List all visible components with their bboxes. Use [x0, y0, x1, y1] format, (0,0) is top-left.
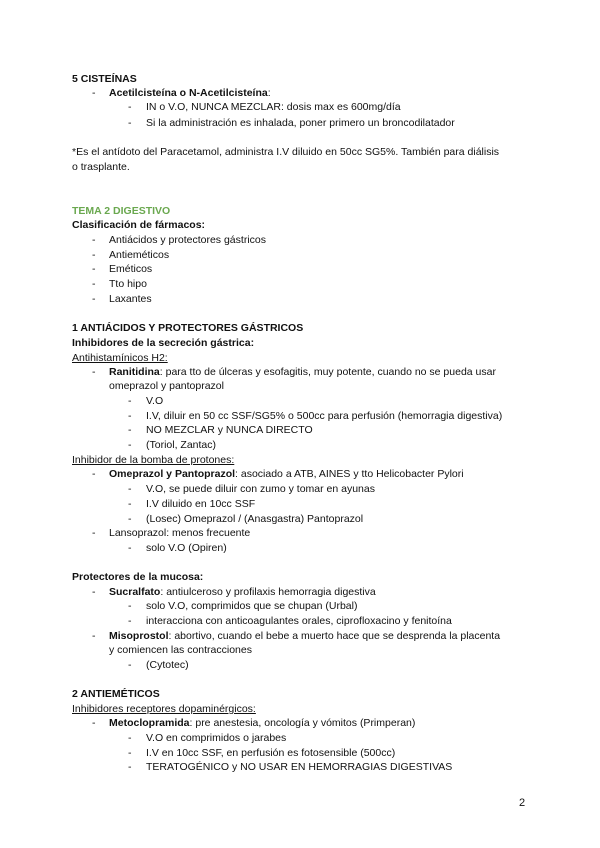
ranitidina-desc: : para tto de úlceras y esofagitis, muy potente, cuando no se pueda usar [159, 366, 496, 378]
acetil-sub-1: IN o V.O, NUNCA MEZCLAR: dosis max es 600mg/día [146, 101, 401, 113]
sub-dash: - [128, 498, 132, 510]
metoclopramida-desc: : pre anestesia, oncología y vómitos (Primperan) [189, 717, 416, 729]
ranitidina-line-1 [109, 365, 496, 379]
ranitidina-sub: NO MEZCLAR y NUNCA DIRECTO [146, 424, 313, 436]
sucralfato-sub: interacciona con anticoagulantes orales, ciprofloxacino y fenitoína [146, 615, 452, 627]
ranitidina-sub: I.V, diluir en 50 cc SSF/SG5% o 500cc para perfusión (hemorragia digestiva) [146, 410, 503, 422]
metoclopramida-sub: TERATOGÉNICO y NO USAR EN HEMORRAGIAS DIGESTIVAS [146, 761, 453, 773]
note-line-2: o trasplante. [72, 161, 130, 173]
omeprazol-item [109, 467, 464, 481]
omeprazol-name: Omeprazol y Pantoprazol [109, 468, 236, 480]
clasificacion-title: Clasificación de fármacos: [72, 219, 206, 231]
clasif-item: Laxantes [109, 293, 152, 305]
section-5-title: 5 CISTEÍNAS [72, 73, 137, 85]
metoclopramida-sub: I.V en 10cc SSF, en perfusión es fotosensible (500cc) [146, 747, 396, 759]
ranitidina-sub: (Toriol, Zantac) [146, 439, 217, 451]
lansoprazol-item: Lansoprazol: menos frecuente [109, 527, 251, 539]
acetilcisteina-name: Acetilcisteína o N-Acetilcisteína [109, 87, 268, 99]
misoprostol-line-1 [109, 629, 500, 643]
bullet-dash: - [92, 278, 96, 290]
bullet-dash: - [92, 249, 96, 261]
section-1-title: 1 ANTIÁCIDOS Y PROTECTORES GÁSTRICOS [72, 322, 304, 334]
inhibidores-title: Inhibidores de la secreción gástrica: [72, 337, 255, 349]
ranitidina-line-2: omeprazol y pantoprazol [109, 380, 224, 392]
acetil-sub-2: Si la administración es inhalada, poner primero un broncodilatador [146, 117, 455, 129]
sub-dash: - [128, 513, 132, 525]
bullet-dash: - [92, 293, 96, 305]
omeprazol-sub: I.V diluido en 10cc SSF [146, 498, 256, 510]
sub-dash: - [128, 439, 132, 451]
ranitidina-name: Ranitidina [109, 366, 160, 378]
omeprazol-sub: (Losec) Omeprazol / (Anasgastra) Pantoprazol [146, 513, 364, 525]
metoclopramida-item [109, 716, 415, 730]
clasif-item: Eméticos [109, 263, 153, 275]
bullet-dash: - [92, 586, 96, 598]
dopaminergicos-label: Inhibidores receptores dopaminérgicos: [72, 703, 256, 715]
omeprazol-sub: V.O, se puede diluir con zumo y tomar en ayunas [146, 483, 375, 495]
sub-dash: - [128, 732, 132, 744]
bullet-dash: - [92, 366, 96, 378]
bullet-dash: - [92, 468, 96, 480]
misoprostol-sub: (Cytotec) [146, 659, 189, 671]
clasif-item: Antieméticos [109, 249, 170, 261]
sub-dash: - [128, 101, 132, 113]
sub-dash: - [128, 761, 132, 773]
bullet-dash: - [92, 630, 96, 642]
sucralfato-sub: solo V.O, comprimidos que se chupan (Urbal) [146, 600, 358, 612]
tema-2-title: TEMA 2 DIGESTIVO [72, 205, 171, 217]
sub-dash: - [128, 659, 132, 671]
lansoprazol-sub: solo V.O (Opiren) [146, 542, 227, 554]
bullet-dash: - [92, 234, 96, 246]
sucralfato-desc: : antiulceroso y profilaxis hemorragia digestiva [160, 586, 376, 598]
misoprostol-desc: : abortivo, cuando el bebe a muerto hace que se desprenda la placenta [168, 630, 501, 642]
sub-dash: - [128, 424, 132, 436]
metoclopramida-sub: V.O en comprimidos o jarabes [146, 732, 287, 744]
sub-dash: - [128, 615, 132, 627]
antihistaminicos-label: Antihistamínicos H2: [72, 352, 168, 364]
acetilcisteina-suffix: : [267, 87, 271, 99]
sub-dash: - [128, 600, 132, 612]
protectores-title: Protectores de la mucosa: [72, 571, 204, 583]
bullet-dash: - [92, 87, 96, 99]
sub-dash: - [128, 747, 132, 759]
sub-dash: - [128, 117, 132, 129]
sub-dash: - [128, 395, 132, 407]
acetilcisteina-item [109, 86, 271, 100]
bullet-dash: - [92, 263, 96, 275]
omeprazol-desc: : asociado a ATB, AINES y tto Helicobacter Pylori [235, 468, 464, 480]
sucralfato-item [109, 585, 376, 599]
bomba-protones-label: Inhibidor de la bomba de protones: [72, 454, 235, 466]
page-number: 2 [519, 797, 526, 809]
bullet-dash: - [92, 717, 96, 729]
clasif-item: Antiácidos y protectores gástricos [109, 234, 266, 246]
bullet-dash: - [92, 527, 96, 539]
ranitidina-sub: V.O [146, 395, 164, 407]
misoprostol-line-2: y comiencen las contracciones [109, 644, 252, 656]
section-2-title: 2 ANTIEMÉTICOS [72, 688, 160, 700]
sub-dash: - [128, 410, 132, 422]
note-line-1: *Es el antídoto del Paracetamol, administra I.V diluido en 50cc SG5%. También para diálisis [72, 146, 500, 158]
metoclopramida-name: Metoclopramida [109, 717, 190, 729]
sucralfato-name: Sucralfato [109, 586, 161, 598]
clasif-item: Tto hipo [109, 278, 147, 290]
sub-dash: - [128, 542, 132, 554]
misoprostol-name: Misoprostol [109, 630, 169, 642]
sub-dash: - [128, 483, 132, 495]
